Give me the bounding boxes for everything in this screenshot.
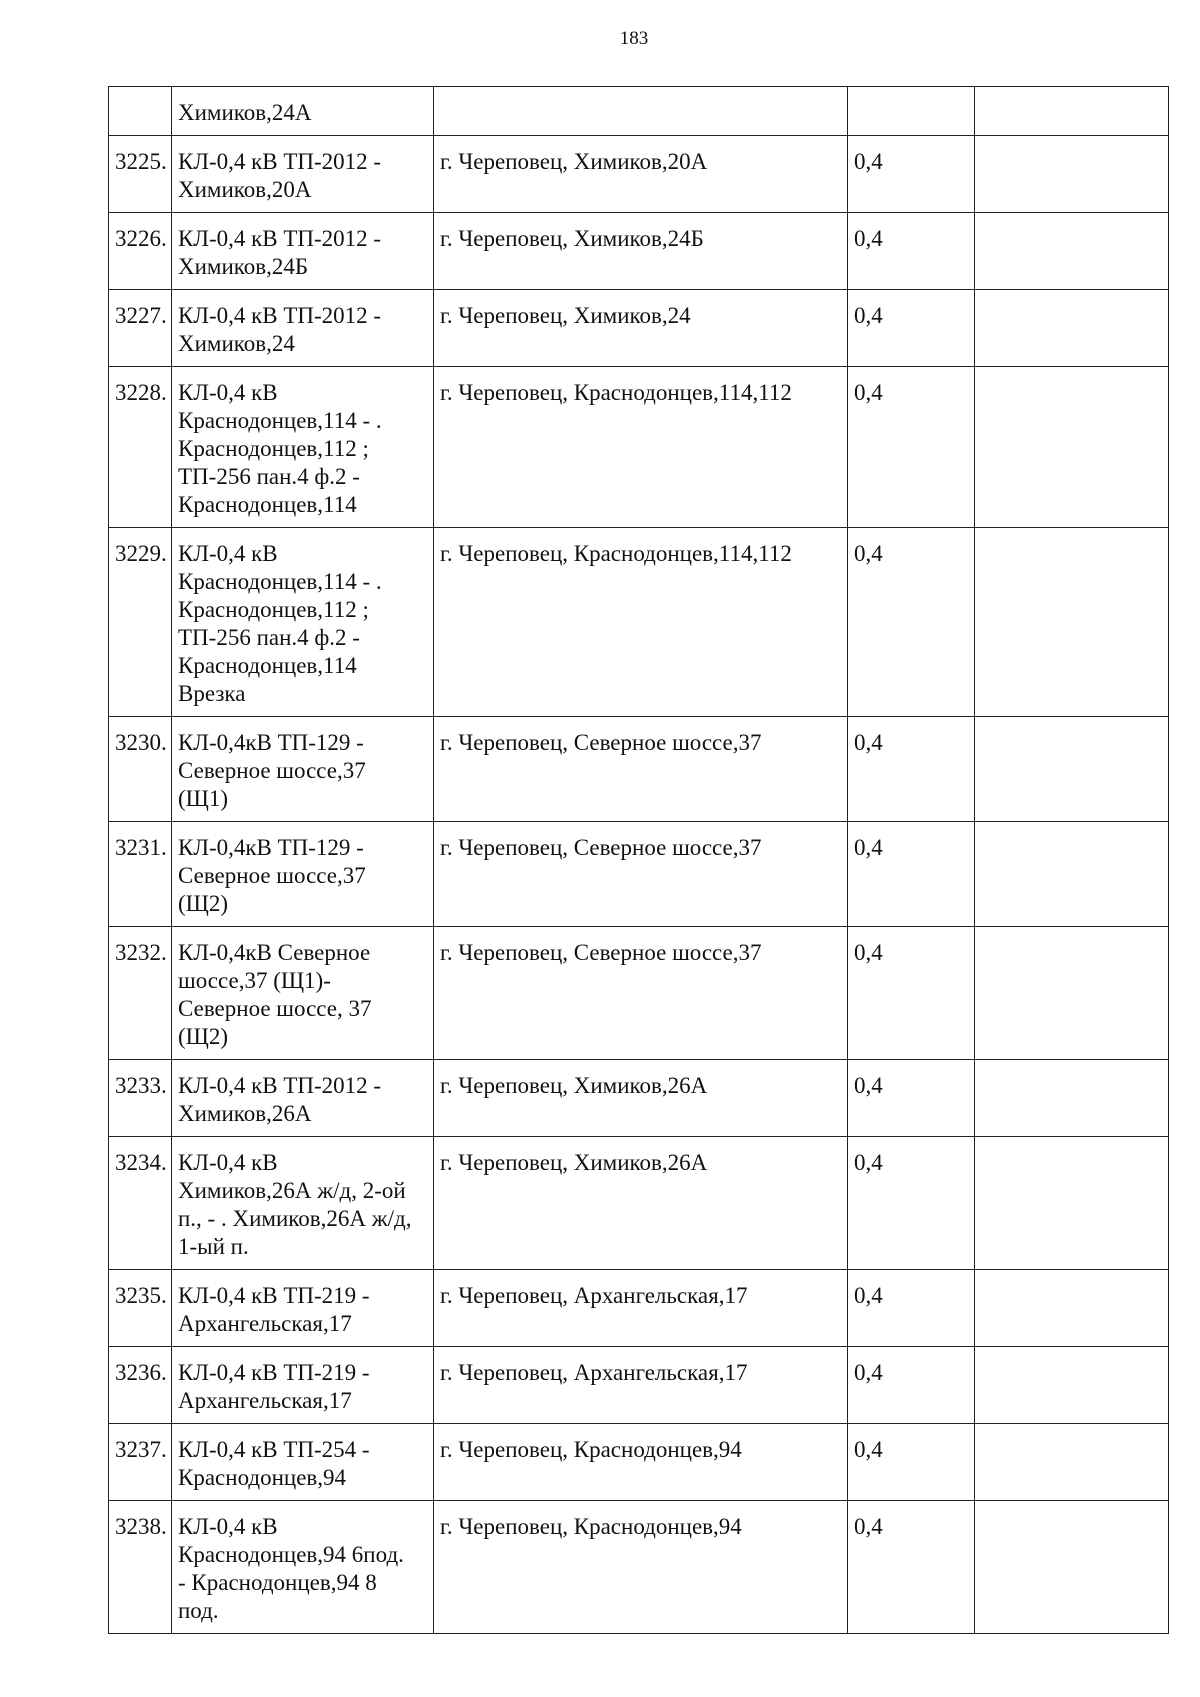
voltage: 0,4 <box>848 367 975 528</box>
address <box>434 87 848 136</box>
voltage: 0,4 <box>848 717 975 822</box>
page-number: 183 <box>619 28 649 49</box>
voltage: 0,4 <box>848 927 975 1060</box>
extra-cell <box>975 367 1169 528</box>
extra-cell <box>975 136 1169 213</box>
address: г. Череповец, Северное шоссе,37 <box>434 822 848 927</box>
extra-cell <box>975 528 1169 717</box>
row-number: 3236. <box>109 1347 172 1424</box>
table-row <box>109 290 1169 367</box>
voltage: 0,4 <box>848 822 975 927</box>
address: г. Череповец, Северное шоссе,37 <box>434 717 848 822</box>
table-body <box>109 87 1169 1634</box>
line-name: КЛ-0,4 кВ Краснодонцев,114 - . Краснодонцев,112 ; ТП-256 пан.4 ф.2 - Краснодонцев,114 <box>172 367 434 528</box>
row-number: 3235. <box>109 1270 172 1347</box>
address: г. Череповец, Архангельская,17 <box>434 1270 848 1347</box>
extra-cell <box>975 1501 1169 1634</box>
row-number: 3232. <box>109 927 172 1060</box>
address: г. Череповец, Краснодонцев,94 <box>434 1424 848 1501</box>
table-row <box>109 1137 1169 1270</box>
row-number: 3230. <box>109 717 172 822</box>
table-row <box>109 87 1169 136</box>
line-name: КЛ-0,4 кВ ТП-2012 - Химиков,20А <box>172 136 434 213</box>
table-row <box>109 1270 1169 1347</box>
line-name: КЛ-0,4 кВ Краснодонцев,94 6под. - Краснодонцев,94 8 под. <box>172 1501 434 1634</box>
row-number: 3231. <box>109 822 172 927</box>
extra-cell <box>975 290 1169 367</box>
table-row <box>109 136 1169 213</box>
table-row <box>109 717 1169 822</box>
table-row <box>109 822 1169 927</box>
table-row <box>109 1424 1169 1501</box>
row-number: 3228. <box>109 367 172 528</box>
voltage: 0,4 <box>848 1060 975 1137</box>
voltage: 0,4 <box>848 1270 975 1347</box>
voltage: 0,4 <box>848 136 975 213</box>
table-row <box>109 927 1169 1060</box>
address: г. Череповец, Северное шоссе,37 <box>434 927 848 1060</box>
line-name: Химиков,24А <box>172 87 434 136</box>
line-name: КЛ-0,4кВ Северное шоссе,37 (Щ1)- Северное шоссе, 37 (Щ2) <box>172 927 434 1060</box>
voltage: 0,4 <box>848 528 975 717</box>
table-row <box>109 1347 1169 1424</box>
voltage: 0,4 <box>848 213 975 290</box>
address: г. Череповец, Химиков,20А <box>434 136 848 213</box>
cable-line-table <box>108 86 1169 1634</box>
address: г. Череповец, Химиков,24 <box>434 290 848 367</box>
extra-cell <box>975 1347 1169 1424</box>
address: г. Череповец, Химиков,24Б <box>434 213 848 290</box>
line-name: КЛ-0,4 кВ ТП-2012 - Химиков,24 <box>172 290 434 367</box>
extra-cell <box>975 1060 1169 1137</box>
address: г. Череповец, Архангельская,17 <box>434 1347 848 1424</box>
voltage: 0,4 <box>848 290 975 367</box>
extra-cell <box>975 1270 1169 1347</box>
extra-cell <box>975 213 1169 290</box>
table-row <box>109 528 1169 717</box>
line-name: КЛ-0,4 кВ Краснодонцев,114 - . Краснодонцев,112 ; ТП-256 пан.4 ф.2 - Краснодонцев,114 Врезка <box>172 528 434 717</box>
address: г. Череповец, Химиков,26А <box>434 1137 848 1270</box>
extra-cell <box>975 717 1169 822</box>
line-name: КЛ-0,4кВ ТП-129 - Северное шоссе,37 (Щ1) <box>172 717 434 822</box>
row-number: 3237. <box>109 1424 172 1501</box>
voltage: 0,4 <box>848 1137 975 1270</box>
row-number: 3234. <box>109 1137 172 1270</box>
voltage: 0,4 <box>848 1424 975 1501</box>
line-name: КЛ-0,4 кВ Химиков,26А ж/д, 2-ой п., - . Химиков,26А ж/д, 1-ый п. <box>172 1137 434 1270</box>
extra-cell <box>975 1424 1169 1501</box>
row-number: 3229. <box>109 528 172 717</box>
row-number: 3227. <box>109 290 172 367</box>
table-row <box>109 367 1169 528</box>
address: г. Череповец, Химиков,26А <box>434 1060 848 1137</box>
extra-cell <box>975 87 1169 136</box>
line-name: КЛ-0,4 кВ ТП-2012 - Химиков,24Б <box>172 213 434 290</box>
row-number: 3226. <box>109 213 172 290</box>
table-row <box>109 213 1169 290</box>
address: г. Череповец, Краснодонцев,114,112 <box>434 367 848 528</box>
voltage: 0,4 <box>848 1501 975 1634</box>
address: г. Череповец, Краснодонцев,94 <box>434 1501 848 1634</box>
line-name: КЛ-0,4 кВ ТП-2012 - Химиков,26А <box>172 1060 434 1137</box>
address: г. Череповец, Краснодонцев,114,112 <box>434 528 848 717</box>
table-row <box>109 1060 1169 1137</box>
line-name: КЛ-0,4 кВ ТП-219 - Архангельская,17 <box>172 1347 434 1424</box>
extra-cell <box>975 1137 1169 1270</box>
row-number: 3233. <box>109 1060 172 1137</box>
row-number: 3238. <box>109 1501 172 1634</box>
row-number: 3225. <box>109 136 172 213</box>
line-name: КЛ-0,4 кВ ТП-219 - Архангельская,17 <box>172 1270 434 1347</box>
line-name: КЛ-0,4 кВ ТП-254 - Краснодонцев,94 <box>172 1424 434 1501</box>
extra-cell <box>975 822 1169 927</box>
table-row <box>109 1501 1169 1634</box>
row-number <box>109 87 172 136</box>
line-name: КЛ-0,4кВ ТП-129 - Северное шоссе,37 (Щ2) <box>172 822 434 927</box>
extra-cell <box>975 927 1169 1060</box>
voltage: 0,4 <box>848 1347 975 1424</box>
voltage <box>848 87 975 136</box>
